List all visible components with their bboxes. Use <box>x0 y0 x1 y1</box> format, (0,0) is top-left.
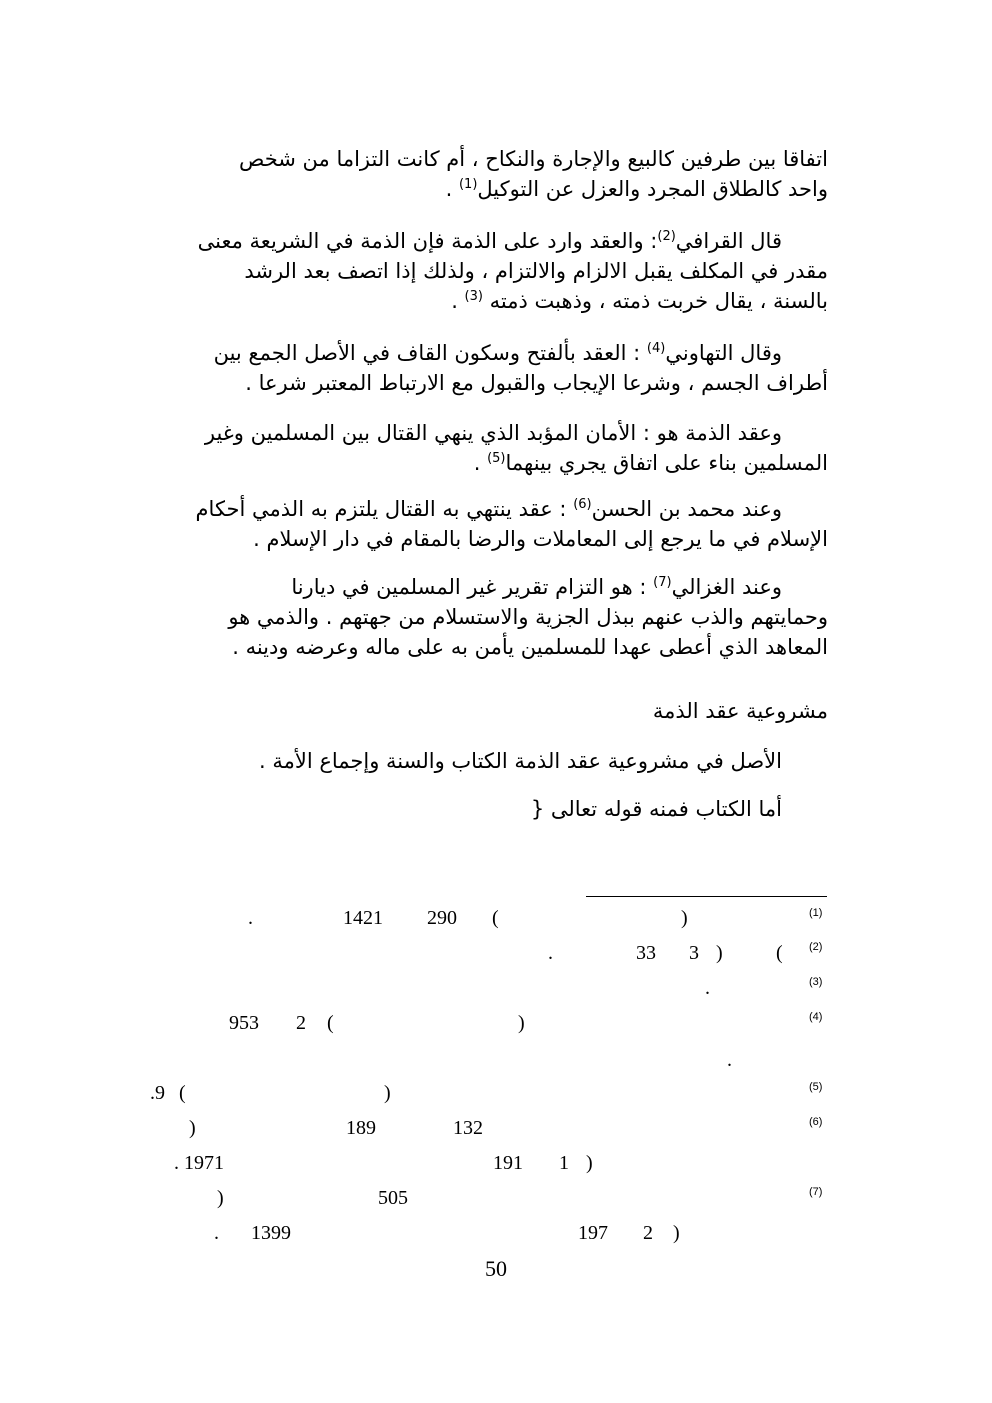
footnote-fragment: 953 <box>229 1012 259 1034</box>
footnote-fragment: . <box>727 1049 732 1071</box>
footnote-marker: (7) <box>809 1186 823 1198</box>
text-line: وعند محمد بن الحسن$^{(6)}$ : عقد ينتهي به القتال يلتزم به الذمي أحكام <box>195 497 782 521</box>
footnote-ref: (4) <box>646 341 666 356</box>
text-line: بالسنة ، يقال خربت ذمته ، وذهبت ذمته $^{(3)}$ . <box>451 289 828 313</box>
footnote-fragment: ( <box>179 1082 186 1104</box>
text-line: المعاهد الذي أعطى عهدا للمسلمين يأمن به على ماله وعرضه ودينه . <box>232 635 828 659</box>
footnote-fragment: ( <box>492 907 499 929</box>
paragraph-6 <box>150 572 828 662</box>
footnote-marker: (1) <box>809 907 823 919</box>
text-line: وعقد الذمة هو : الأمان المؤبد الذي ينهي القتال بين المسلمين وغير <box>204 421 782 445</box>
text-line: المسلمين بناء على اتفاق يجري بينهما$^{(5)}$ . <box>473 451 828 475</box>
text-line: مقدر في المكلف يقبل الالزام والالتزام ، ولذلك إذا اتصف بعد الرشد <box>244 259 828 283</box>
section-heading: مشروعية عقد الذمة <box>652 699 828 723</box>
footnote-fragment: 1399 <box>251 1222 291 1244</box>
text-line: واحد كالطلاق المجرد والعزل عن التوكيل$^{(1)}$ . <box>445 177 828 201</box>
paragraph-5 <box>150 494 828 554</box>
footnote-fragment: ) <box>673 1222 680 1244</box>
footnote-marker: (6) <box>809 1116 823 1128</box>
footnote-fragment: .9 <box>150 1082 165 1104</box>
footnote-fragment: 189 <box>346 1117 376 1139</box>
footnote-ref: (7) <box>653 575 672 590</box>
body-line: أما الكتاب فمنه قوله تعالى { <box>530 797 782 821</box>
text-line: وحمايتهم والذب عنهم ببذل الجزية والاستسلام من جهتهم . والذمي هو <box>228 605 828 629</box>
footnote-marker: (5) <box>809 1081 823 1093</box>
text-line: اتفاقا بين طرفين كالبيع والإجارة والنكاح ، أم كانت التزاما من شخص <box>238 147 828 171</box>
footnote-fragment: 132 <box>453 1117 483 1139</box>
footnote-ref: (2) <box>657 229 676 244</box>
body-line: الأصل في مشروعية عقد الذمة الكتاب والسنة وإجماع الأمة . <box>258 749 782 773</box>
footnote-fragment: ) <box>716 942 723 964</box>
footnote-fragment: . 1971 <box>174 1152 224 1174</box>
footnote-fragment: 3 <box>689 942 699 964</box>
footnote-fragment: ) <box>681 907 688 929</box>
text-line: قال القرافي$^{(2)}$: والعقد وارد على الذمة فإن الذمة في الشريعة معنى <box>197 229 782 253</box>
footnote-fragment: ( <box>776 942 783 964</box>
text-line: أطراف الجسم ، وشرعا الإيجاب والقبول مع الارتباط المعتبر شرعا . <box>245 371 828 395</box>
footnote-fragment: 505 <box>378 1187 408 1209</box>
footnote-ref: (1) <box>458 177 478 192</box>
footnote-marker: (2) <box>809 941 823 953</box>
page-number: 50 <box>485 1256 507 1281</box>
footnote-marker: (3) <box>809 976 823 988</box>
footnote-fragment: ( <box>327 1012 334 1034</box>
footnote-fragment: . <box>548 942 553 964</box>
paragraph-1 <box>150 144 828 204</box>
text-line: الإسلام في ما يرجع إلى المعاملات والرضا بالمقام في دار الإسلام . <box>253 527 828 551</box>
footnote-fragment: 1 <box>559 1152 569 1174</box>
footnote-fragment: . <box>248 907 253 929</box>
footnote-fragment: ) <box>384 1082 391 1104</box>
text-line: وعند الغزالي$^{(7)}$ : هو التزام تقرير غير المسلمين في ديارنا <box>291 575 782 599</box>
footnote-fragment: 2 <box>296 1012 306 1034</box>
footnote-fragment: 33 <box>636 942 656 964</box>
footnote-fragment: 191 <box>493 1152 523 1174</box>
footnote-fragment: 1421 <box>343 907 383 929</box>
footnote-fragment: . <box>214 1222 219 1244</box>
footnote-marker: (4) <box>809 1011 823 1023</box>
footnote-fragment: ) <box>518 1012 525 1034</box>
footnote-fragment: ) <box>189 1117 196 1139</box>
footnote-fragment: 197 <box>578 1222 608 1244</box>
footnote-ref: (6) <box>573 497 592 512</box>
paragraph-2 <box>150 226 828 316</box>
footnote-ref: (5) <box>487 451 506 466</box>
text-line: وقال التهاوني$^{(4)}$ : العقد بألفتح وسكون القاف في الأصل الجمع بين <box>213 341 782 365</box>
footnote-fragment: . <box>705 977 710 999</box>
paragraph-3 <box>150 338 828 398</box>
footnote-ref: (3) <box>464 289 483 304</box>
footnote-fragment: 2 <box>643 1222 653 1244</box>
paragraph-4 <box>150 418 828 478</box>
footnote-separator <box>586 896 827 897</box>
footnote-fragment: ) <box>217 1187 224 1209</box>
footnote-fragment: ) <box>586 1152 593 1174</box>
footnote-fragment: 290 <box>427 907 457 929</box>
